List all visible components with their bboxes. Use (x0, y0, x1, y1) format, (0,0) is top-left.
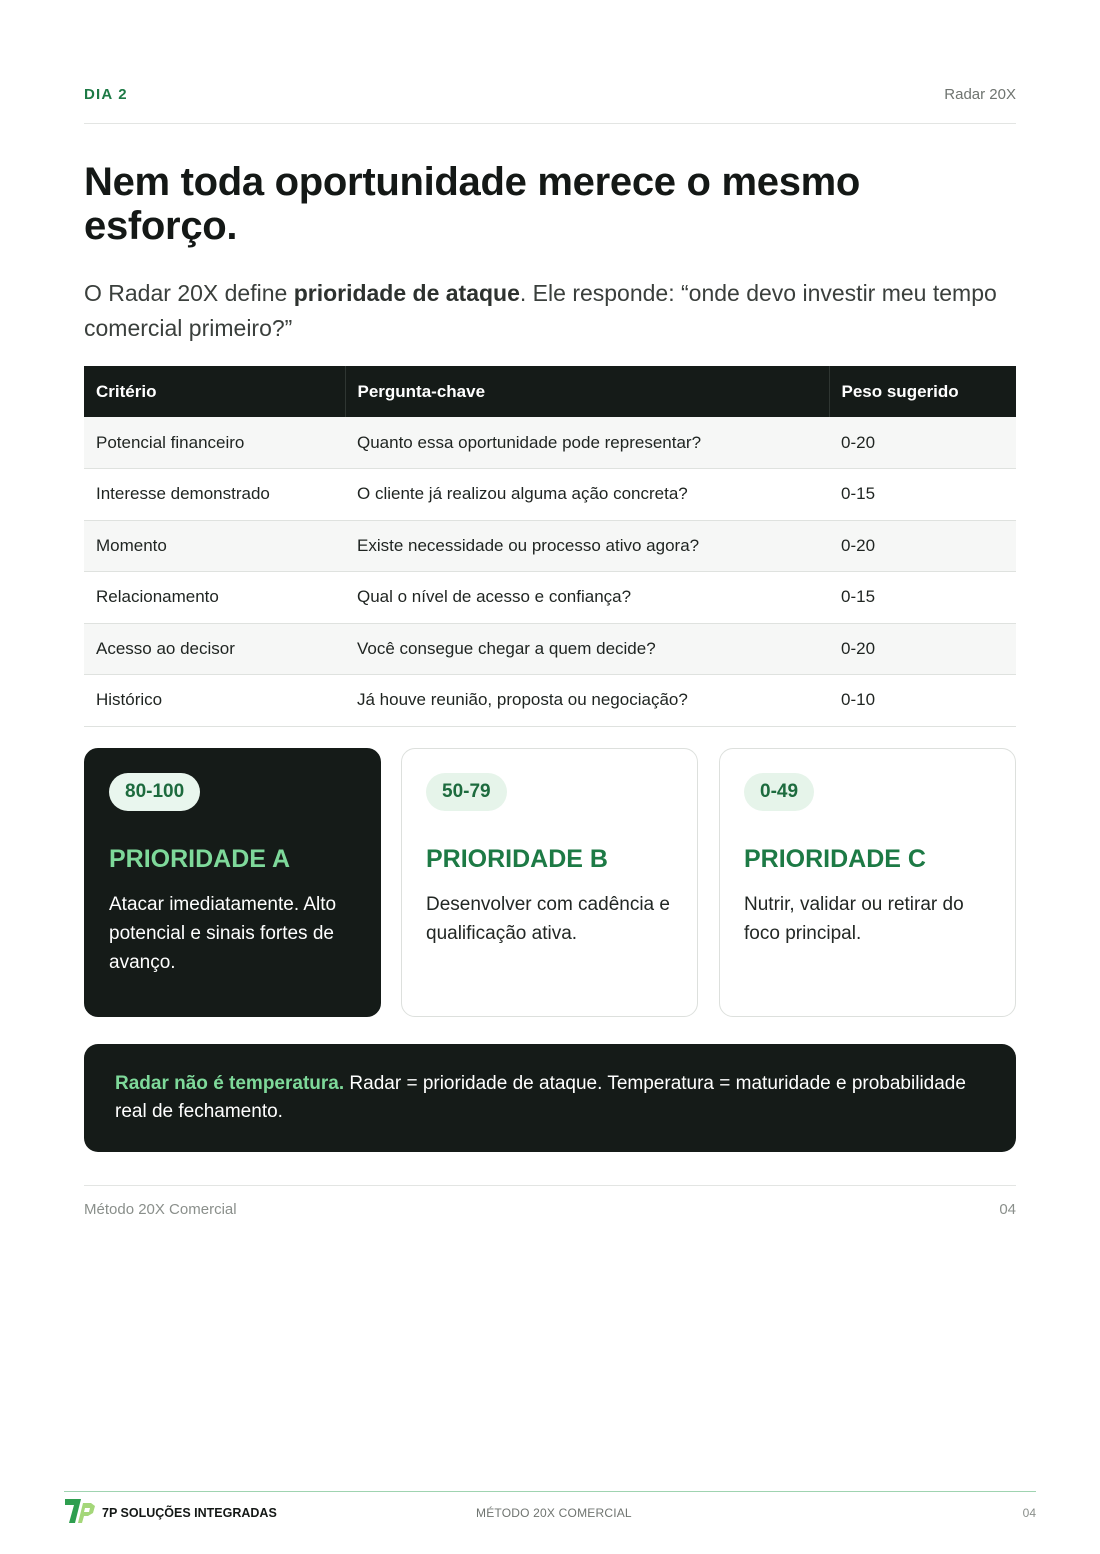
cell-pergunta: Quanto essa oportunidade pode representar? (345, 417, 829, 469)
bottom-bar (64, 1491, 1036, 1531)
header-document-label: Radar 20X (944, 86, 1016, 103)
lead-text-end: . Ele responde: “onde devo investir meu tempo comercial primeiro?” (84, 280, 997, 341)
bottom-doc-title: MÉTODO 20X COMERCIAL (476, 1506, 632, 1520)
criteria-table (84, 366, 1016, 727)
cell-criterio: Histórico (84, 675, 345, 727)
cell-peso: 0-20 (829, 417, 1016, 469)
lead-paragraph (84, 276, 1016, 346)
bottom-page-number: 04 (1022, 1506, 1036, 1520)
footer-doc-title: Método 20X Comercial (84, 1201, 237, 1218)
cell-criterio: Acesso ao decisor (84, 623, 345, 675)
table-row (84, 675, 1016, 727)
table-header-row (84, 366, 1016, 417)
cell-pergunta: Existe necessidade ou processo ativo agora? (345, 520, 829, 572)
priority-card-c (719, 748, 1016, 1017)
cell-peso: 0-15 (829, 572, 1016, 624)
score-range-badge: 50-79 (426, 773, 507, 811)
cell-peso: 0-20 (829, 520, 1016, 572)
lead-text-start: O Radar 20X define (84, 280, 294, 306)
priority-title: PRIORIDADE C (744, 845, 926, 873)
callout-lead-in: Radar não é temperatura. (115, 1073, 345, 1094)
cell-pergunta: Qual o nível de acesso e confiança? (345, 572, 829, 624)
page-header (84, 86, 1016, 124)
cell-peso: 0-20 (829, 623, 1016, 675)
priority-title: PRIORIDADE B (426, 845, 608, 873)
table-row (84, 520, 1016, 572)
lead-text-bold: prioridade de ataque (293, 280, 520, 306)
cell-criterio: Relacionamento (84, 572, 345, 624)
column-header-pergunta: Pergunta-chave (345, 366, 829, 417)
cell-pergunta: Já houve reunião, proposta ou negociação? (345, 675, 829, 727)
footer-page-number: 04 (999, 1201, 1016, 1218)
table-row (84, 572, 1016, 624)
cell-peso: 0-15 (829, 469, 1016, 521)
cell-criterio: Momento (84, 520, 345, 572)
priority-description: Atacar imediatamente. Alto potencial e sinais fortes de avanço. (109, 894, 337, 973)
cell-pergunta: O cliente já realizou alguma ação concreta? (345, 469, 829, 521)
cell-peso: 0-10 (829, 675, 1016, 727)
priority-description: Desenvolver com cadência e qualificação ativa. (426, 894, 670, 944)
brand-name: 7P SOLUÇÕES INTEGRADAS (102, 1506, 277, 1520)
cell-criterio: Potencial financeiro (84, 417, 345, 469)
column-header-criterio: Critério (84, 366, 345, 417)
section-tag: DIA 2 (84, 86, 128, 103)
priority-title: PRIORIDADE A (109, 845, 291, 873)
table-row (84, 417, 1016, 469)
priority-description: Nutrir, validar ou retirar do foco principal. (744, 894, 964, 944)
table-row (84, 469, 1016, 521)
page-title: Nem toda oportunidade merece o mesmo esforço. (84, 160, 861, 248)
callout-note (84, 1044, 1016, 1152)
callout-text: Radar = prioridade de ataque. Temperatura = maturidade e probabilidade real de fechamento. (115, 1073, 966, 1122)
cell-criterio: Interesse demonstrado (84, 469, 345, 521)
score-range-badge: 0-49 (744, 773, 814, 811)
score-range-badge: 80-100 (109, 773, 200, 811)
cell-pergunta: Você consegue chegar a quem decide? (345, 623, 829, 675)
table-row (84, 623, 1016, 675)
priority-card-a (84, 748, 381, 1017)
page-footer (84, 1185, 1016, 1225)
brand-logo-icon (64, 1496, 98, 1526)
column-header-peso: Peso sugerido (829, 366, 1016, 417)
priority-card-b (401, 748, 698, 1017)
